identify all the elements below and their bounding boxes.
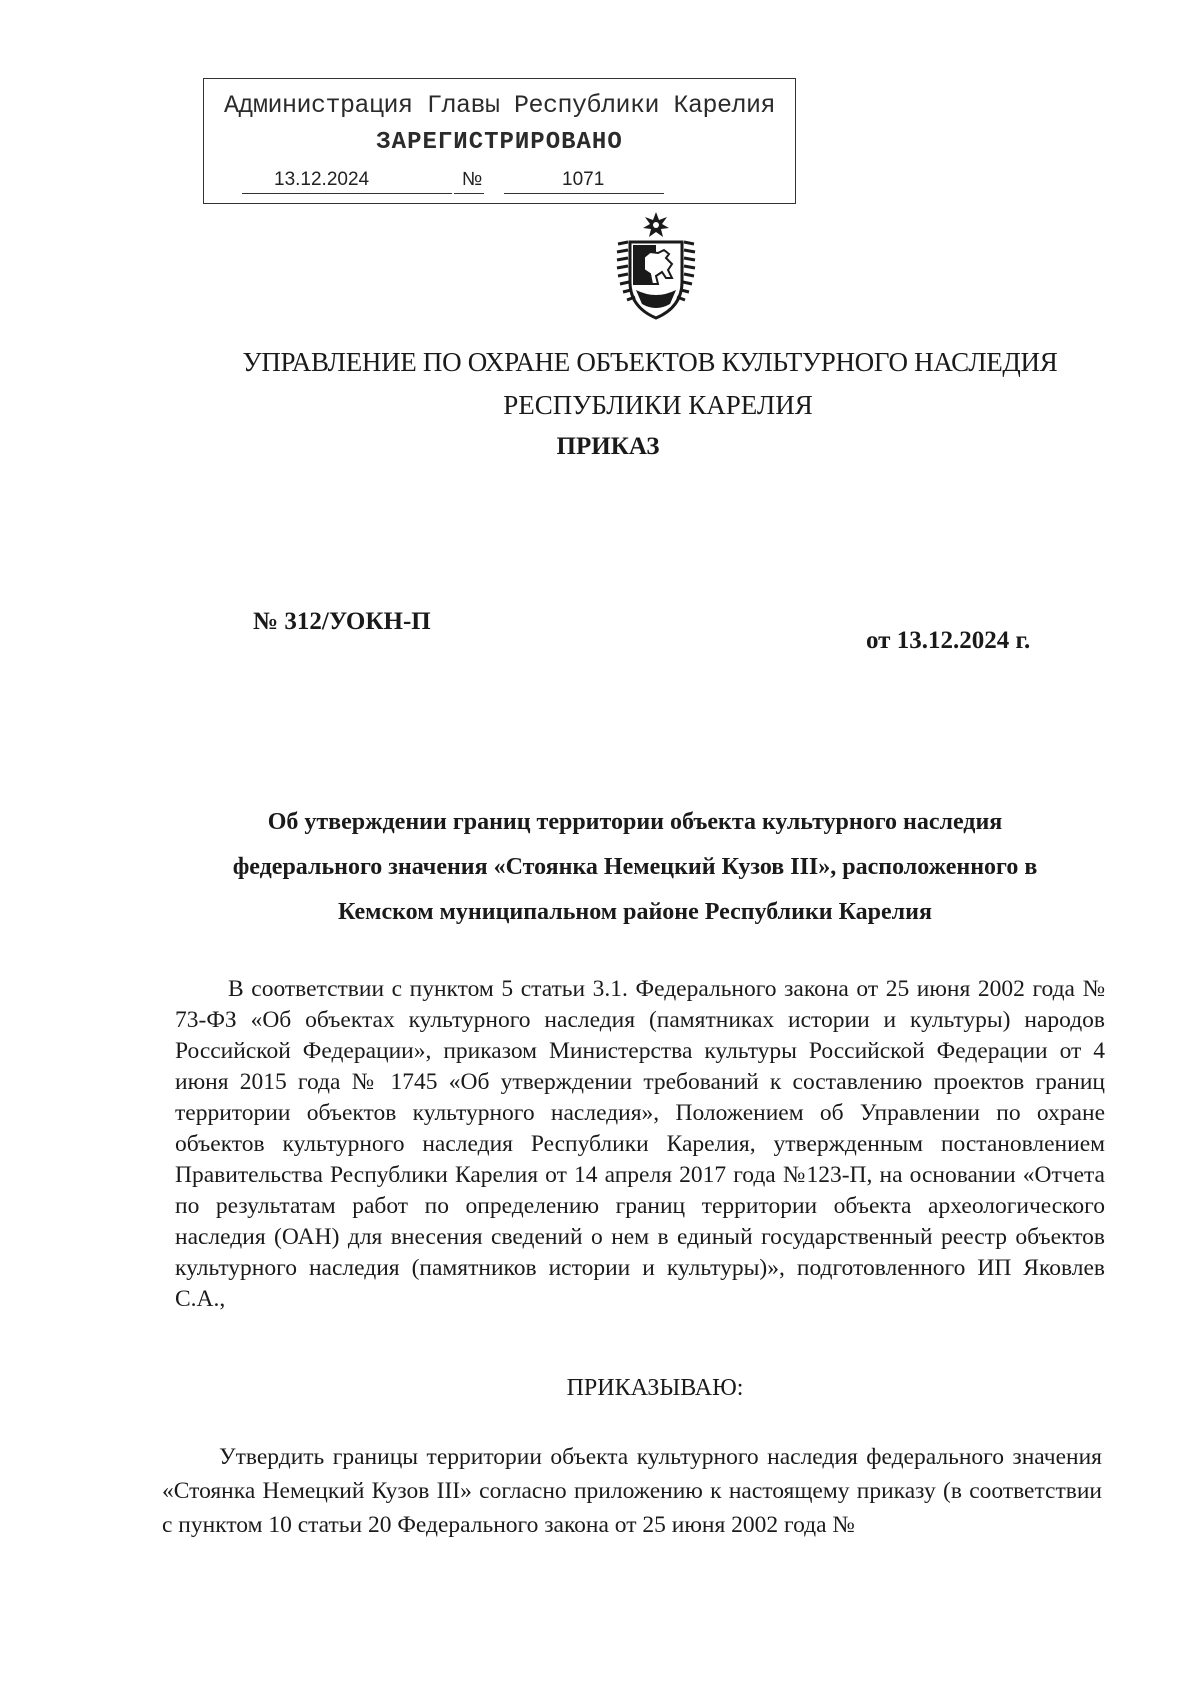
- order-number: № 312/УОКН-П: [253, 608, 431, 635]
- issuer-region: РЕСПУБЛИКИ КАРЕЛИЯ: [503, 390, 813, 420]
- registration-stamp: [203, 78, 796, 204]
- stamp-date-underline: [242, 193, 452, 194]
- stamp-number-label: №: [462, 169, 483, 190]
- stamp-number-underline: [504, 193, 664, 194]
- stamp-number: 1071: [562, 169, 605, 190]
- decree-heading: ПРИКАЗЫВАЮ:: [566, 1375, 744, 1401]
- document-type: ПРИКАЗ: [556, 433, 660, 460]
- stamp-no-underline: [454, 193, 484, 194]
- stamp-registration-row: [242, 169, 762, 193]
- issuer-name: УПРАВЛЕНИЕ ПО ОХРАНЕ ОБЪЕКТОВ КУЛЬТУРНОГО НАСЛЕДИЯ: [242, 347, 1058, 377]
- preamble-paragraph: В соответствии с пунктом 5 статьи 3.1. Федерального закона от 25 июня 2002 года № 73-ФЗ «Об объектах культурного наследия (памятниках истории и культуры) народов Российской Федерации», приказом Министерства культуры Российской Федерации от 4 июня 2015 года № 1745 «Об утверждении требований к составлению проектов границ территории объектов культурного наследия», Положением об Управлении по охране объектов культурного наследия Республики Карелия, утвержденным постановлением Правительства Республики Карелия от 14 апреля 2017 года №123-П, на основании «Отчета по результатам работ по определению границ территории объекта археологического наследия (ОАН) для внесения сведений о нем в единый государственный реестр объектов культурного наследия (памятников истории и культуры)», подготовленного ИП Яковлев С.А.,: [175, 976, 1105, 1312]
- decision-paragraph: Утвердить границы территории объекта культурного наследия федерального значения «Стоянка Немецкий Кузов III» согласно приложению к настоящему приказу (в соответствии с пунктом 10 статьи 20 Федерального закона от 25 июня 2002 года №: [162, 1444, 1102, 1538]
- stamp-authority: Администрация Главы Республики Карелия: [223, 91, 776, 120]
- order-date: от 13.12.2024 г.: [866, 627, 1031, 654]
- stamp-date: 13.12.2024: [274, 169, 370, 190]
- document-title: Об утверждении границ территории объекта культурного наследия федерального значения «Стоянка Немецкий Кузов III», расположенного в Кемском муниципальном районе Республики Карелия: [232, 809, 1038, 925]
- karelia-coat-of-arms-icon: [606, 212, 706, 320]
- stamp-registered-label: ЗАРЕГИСТРИРОВАНО: [376, 129, 623, 156]
